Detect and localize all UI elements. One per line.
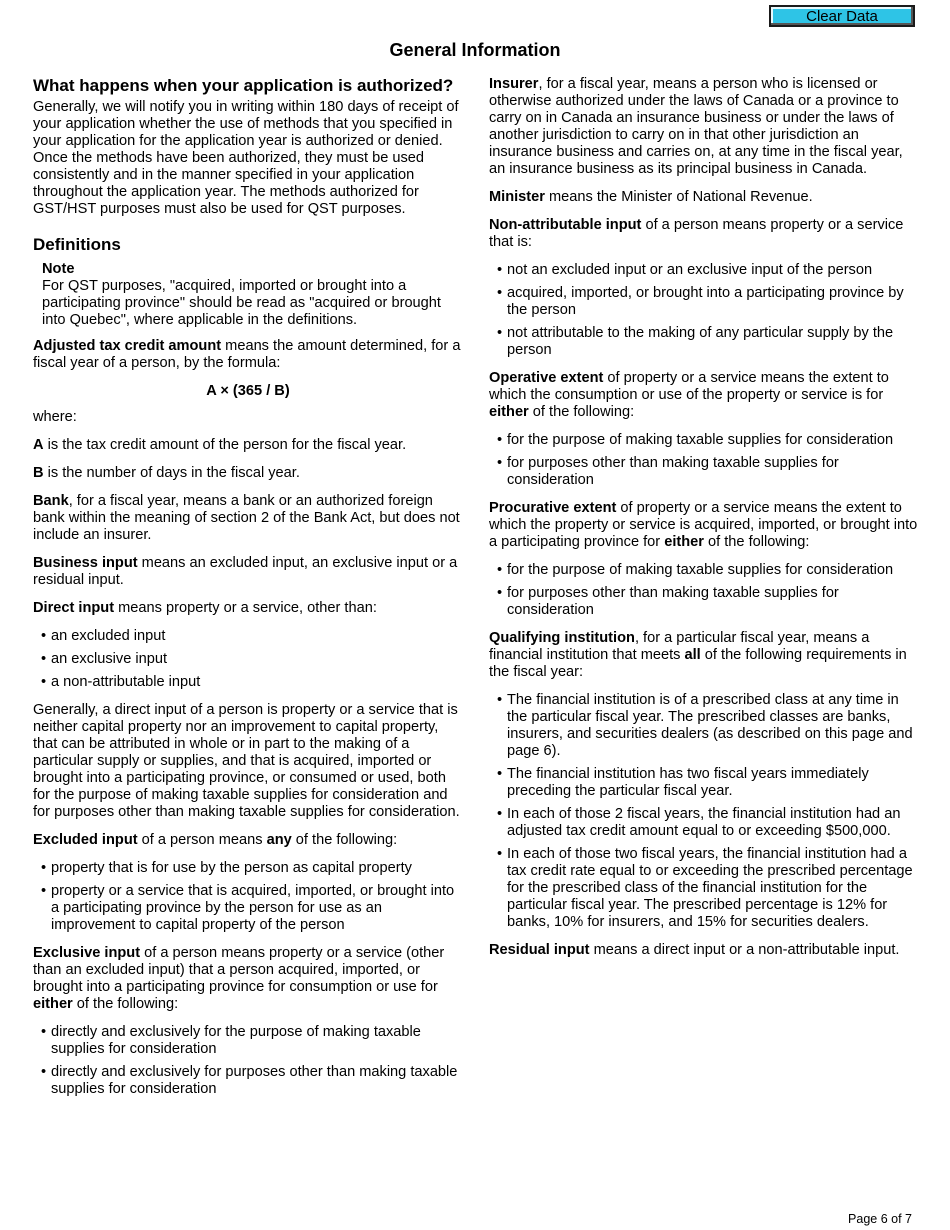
operative-extent-list — [489, 432, 919, 489]
direct-input-definition — [33, 600, 463, 617]
emphasis: either — [33, 996, 73, 1012]
excluded-input-definition — [33, 832, 463, 849]
list-item: • property or a service that is acquired, imported, or brought into a participating province by the person for use as an improvement to capital property of the person — [33, 883, 463, 934]
list-item: • In each of those 2 fiscal years, the financial institution had an adjusted tax credit amount equal to or exceeding $500,000. — [489, 806, 919, 840]
exclusive-input-list — [33, 1024, 463, 1098]
note-heading: Note — [42, 261, 75, 277]
definition-term: Non-attributable input — [489, 217, 642, 233]
definition-term: Minister — [489, 189, 545, 205]
definition-term: Excluded input — [33, 832, 138, 848]
note-box — [42, 261, 463, 329]
definition-term: Adjusted tax credit amount — [33, 338, 222, 354]
page-number: Page 6 of 7 — [848, 1212, 912, 1226]
insurer-definition — [489, 76, 919, 178]
definition-text: of property or a service means the extent to which the property or service is acquired, imported, or brought into a participating province for — [489, 500, 918, 550]
definition-text: of a person means property or a service (other than an excluded input) that a person acquired, imported, or brought into a participating province for consumption or use for — [33, 945, 445, 995]
list-item: • acquired, imported, or brought into a participating province by the person — [489, 285, 919, 319]
list-item: • for the purpose of making taxable supplies for consideration — [489, 432, 919, 449]
authorized-heading: What happens when your application is authorized? — [33, 76, 454, 95]
minister-definition — [489, 189, 919, 206]
definition-text: of property or a service means the extent to which the consumption or use of the property or service is for — [489, 370, 889, 403]
list-item: • property that is for use by the person as capital property — [33, 860, 463, 877]
list-item: • for the purpose of making taxable supplies for consideration — [489, 562, 919, 579]
definition-text: , for a fiscal year, means a person who is licensed or otherwise authorized under the laws of Canada or a province to carry on in Canada an insurance business or under the laws of another jurisdiction to carry on in that other jurisdiction an insurance business and carries on, at any time in the fiscal year, an insurance business as its principal business in Canada. — [489, 76, 903, 177]
direct-input-list — [33, 628, 463, 691]
emphasis: any — [266, 832, 292, 848]
emphasis: either — [489, 404, 529, 420]
definition-text: means the Minister of National Revenue. — [544, 189, 813, 205]
business-input-definition — [33, 555, 463, 589]
definition-text: of the following: — [528, 404, 635, 420]
direct-input-general: Generally, a direct input of a person is property or a service that is neither capital property nor an improvement to capital property, that can be attributed in whole or in part to the making of a particular supply or supplies, and that is acquired, imported or brought into a participating province, or consumed or used, both for the purpose of making taxable supplies for consideration and for purposes other than making taxable supplies for consideration. — [33, 702, 460, 820]
definition-text: of a person means property or a service that is: — [489, 217, 904, 250]
a-definition — [33, 437, 463, 454]
list-item: • for purposes other than making taxable supplies for consideration — [489, 585, 919, 619]
definition-term: A — [33, 437, 44, 453]
definition-text: is the number of days in the fiscal year. — [43, 465, 300, 481]
page-title: General Information — [389, 40, 561, 60]
definition-term: Bank — [33, 493, 69, 509]
definition-term: Direct input — [33, 600, 115, 616]
definition-text: , for a particular fiscal year, means a financial institution that meets — [489, 630, 870, 663]
definition-term: Operative extent — [489, 370, 604, 386]
definition-text: means the amount determined, for a fiscal year of a person, by the formula: — [33, 338, 461, 371]
definition-text: of the following: — [703, 534, 810, 550]
non-attributable-definition — [489, 217, 919, 251]
list-item: • for purposes other than making taxable supplies for consideration — [489, 455, 919, 489]
list-item: • directly and exclusively for purposes other than making taxable supplies for consideration — [33, 1064, 463, 1098]
definition-text: of a person means — [137, 832, 267, 848]
definitions-heading: Definitions — [33, 235, 121, 254]
definition-text: means a direct input or a non-attributable input. — [589, 942, 900, 958]
emphasis: all — [684, 647, 701, 663]
adjusted-tax-credit-definition — [33, 338, 463, 372]
definition-text: means property or a service, other than: — [114, 600, 377, 616]
qualifying-institution-list — [489, 692, 919, 931]
definition-term: Qualifying institution — [489, 630, 635, 646]
list-item: • directly and exclusively for the purpose of making taxable supplies for consideration — [33, 1024, 463, 1058]
list-item: • an excluded input — [33, 628, 463, 645]
definition-text: is the tax credit amount of the person for the fiscal year. — [43, 437, 407, 453]
b-definition — [33, 465, 463, 482]
list-item: • not attributable to the making of any particular supply by the person — [489, 325, 919, 359]
list-item: • a non-attributable input — [33, 674, 463, 691]
procurative-extent-definition — [489, 500, 919, 551]
definition-text: of the following: — [291, 832, 398, 848]
exclusive-input-definition — [33, 945, 463, 1013]
definition-text: means an excluded input, an exclusive input or a residual input. — [33, 555, 458, 588]
list-item: • The financial institution has two fiscal years immediately preceding the particular fiscal year. — [489, 766, 919, 800]
procurative-extent-list — [489, 562, 919, 619]
non-attributable-list — [489, 262, 919, 359]
definition-term: Residual input — [489, 942, 590, 958]
excluded-input-list — [33, 860, 463, 934]
definition-text: of the following: — [72, 996, 179, 1012]
qualifying-institution-definition — [489, 630, 919, 681]
right-column — [489, 76, 919, 970]
authorized-paragraph: Generally, we will notify you in writing within 180 days of receipt of your application whether the use of methods that you specified in your application for the application year is authorized or denied. Once the methods have been authorized, they must be used consistently and in the manner specified in your application throughout the application year. The methods authorized for GST/HST purposes must also be used for QST purposes. — [33, 99, 459, 217]
definition-term: B — [33, 465, 44, 481]
clear-data-button[interactable]: Clear Data — [769, 5, 915, 27]
note-text: For QST purposes, "acquired, imported or brought into a participating province" should be read as "acquired or brought into Quebec", where applicable in the definitions. — [42, 278, 441, 328]
definition-term: Business input — [33, 555, 138, 571]
where-label: where: — [33, 409, 77, 425]
definition-text: , for a fiscal year, means a bank or an authorized foreign bank within the meaning of section 2 of the Bank Act, but does not include an insurer. — [33, 493, 460, 543]
operative-extent-definition — [489, 370, 919, 421]
left-column — [33, 76, 463, 1109]
definition-term: Exclusive input — [33, 945, 141, 961]
list-item: • The financial institution is of a prescribed class at any time in the particular fiscal year. The prescribed classes are banks, insurers, and securities dealers (as described on this page and page 6). — [489, 692, 919, 760]
list-item: • an exclusive input — [33, 651, 463, 668]
formula: A × (365 / B) — [206, 383, 290, 399]
list-item: • In each of those two fiscal years, the financial institution had a tax credit rate equal to or exceeding the prescribed percentage for the prescribed class of the financial institution for the particular fiscal year. The prescribed percentage is 12% for banks, 10% for insurers, and 15% for securities dealers. — [489, 846, 919, 931]
emphasis: either — [664, 534, 704, 550]
definition-term: Procurative extent — [489, 500, 617, 516]
residual-input-definition — [489, 942, 919, 959]
list-item: • not an excluded input or an exclusive input of the person — [489, 262, 919, 279]
bank-definition — [33, 493, 463, 544]
definition-text: of the following requirements in the fiscal year: — [489, 647, 907, 680]
definition-term: Insurer — [489, 76, 539, 92]
